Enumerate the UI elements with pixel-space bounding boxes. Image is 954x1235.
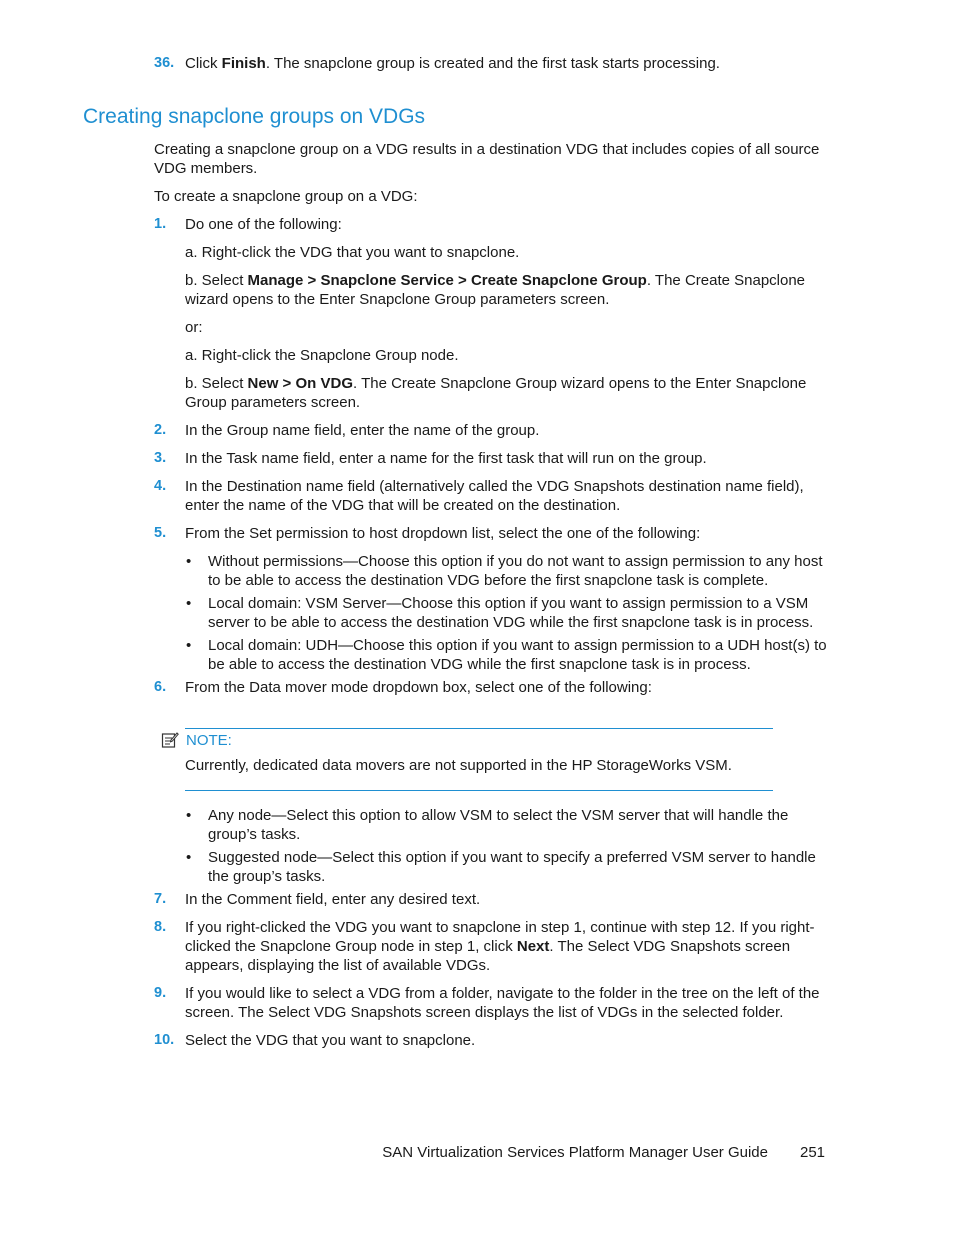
note-top-rule xyxy=(185,728,773,729)
step-36-text: Click Finish. The snapclone group is created and the first task starts processing. xyxy=(185,55,720,72)
list-item: Any node—Select this option to allow VSM to select the VSM server that will handle the group’s tasks. xyxy=(208,807,789,843)
page-number: 251 xyxy=(800,1144,826,1161)
step-number: 8. xyxy=(154,919,167,935)
bullet-glyph: • xyxy=(186,637,192,654)
menu-path: New > On VDG xyxy=(247,375,353,392)
note-icon xyxy=(161,731,179,749)
step-1-or: or: xyxy=(185,319,203,336)
next-term: Next xyxy=(516,938,550,955)
step-number: 36. xyxy=(154,55,175,71)
step-number: 10. xyxy=(154,1032,175,1048)
step-number: 5. xyxy=(154,525,167,541)
step-number: 3. xyxy=(154,450,167,466)
step-number: 2. xyxy=(154,422,167,438)
step-3-text: In the Task name field, enter a name for the first task that will run on the group. xyxy=(185,450,707,467)
note-bottom-rule xyxy=(185,790,773,791)
intro-paragraph: Creating a snapclone group on a VDG results in a destination VDG that includes copies of all source VDG members. xyxy=(154,141,820,177)
step-1-option-b2: b. Select New > On VDG. The Create Snapclone Group wizard opens to the Enter Snapclone Group parameters screen. xyxy=(185,375,807,411)
step-1-option-b1: b. Select Manage > Snapclone Service > Create Snapclone Group. The Create Snapclone wizard opens to the Enter Snapclone Group parameters screen. xyxy=(185,272,806,308)
step-10-text: Select the VDG that you want to snapclone. xyxy=(185,1032,476,1049)
note-label: NOTE: xyxy=(186,732,232,749)
step-2-text: In the Group name field, enter the name of the group. xyxy=(185,422,540,439)
step-number: 4. xyxy=(154,478,167,494)
step-number: 6. xyxy=(154,679,167,695)
footer-title: SAN Virtualization Services Platform Manager User Guide xyxy=(382,1144,768,1161)
bullet-glyph: • xyxy=(186,807,192,824)
bullet-glyph: • xyxy=(186,595,192,612)
step-7-text: In the Comment field, enter any desired text. xyxy=(185,891,481,908)
list-item: Suggested node—Select this option if you want to specify a preferred VSM server to handle the group’s tasks. xyxy=(208,849,816,885)
step-1-option-a1: a. Right-click the VDG that you want to snapclone. xyxy=(185,244,520,261)
note-text: Currently, dedicated data movers are not supported in the HP StorageWorks VSM. xyxy=(185,757,732,774)
step-number: 7. xyxy=(154,891,167,907)
menu-path: Manage > Snapclone Service > Create Snapclone Group xyxy=(247,272,647,289)
step-1-option-a2: a. Right-click the Snapclone Group node. xyxy=(185,347,459,364)
lead-paragraph: To create a snapclone group on a VDG: xyxy=(154,188,418,205)
step-number: 9. xyxy=(154,985,167,1001)
step-6-text: From the Data mover mode dropdown box, select one of the following: xyxy=(185,679,652,696)
step-5-text: From the Set permission to host dropdown list, select the one of the following: xyxy=(185,525,701,542)
bullet-glyph: • xyxy=(186,849,192,866)
step-9-text: If you would like to select a VDG from a folder, navigate to the folder in the tree on the left of the screen. The Select VDG Snapshots screen displays the list of VDGs in the selected folder. xyxy=(185,985,820,1021)
list-item: Without permissions—Choose this option if you do not want to assign permission to any host to be able to access the destination VDG before the first snapclone task is complete. xyxy=(208,553,823,589)
step-8-text: If you right-clicked the VDG you want to snapclone in step 1, continue with step 12. If you right-clicked the Snapclone Group node in step 1, click Next. The Select VDG Snapshots screen appears, displaying the list of available VDGs. xyxy=(185,919,815,974)
list-item: Local domain: VSM Server—Choose this option if you want to assign permission to a VSM server to be able to access the destination VDG while the first snapclone task is in process. xyxy=(208,595,814,631)
section-heading: Creating snapclone groups on VDGs xyxy=(83,105,426,128)
step-1-text: Do one of the following: xyxy=(185,216,342,233)
bullet-glyph: • xyxy=(186,553,192,570)
list-item: Local domain: UDH—Choose this option if you want to assign permission to a UDH host(s) to be able to access the destination VDG while the first snapclone task is in process. xyxy=(208,637,827,673)
step-number: 1. xyxy=(154,216,167,232)
step-4-text: In the Destination name field (alternatively called the VDG Snapshots destination name field), enter the name of the VDG that will be created on the destination. xyxy=(185,478,804,514)
finish-term: Finish xyxy=(221,55,266,72)
